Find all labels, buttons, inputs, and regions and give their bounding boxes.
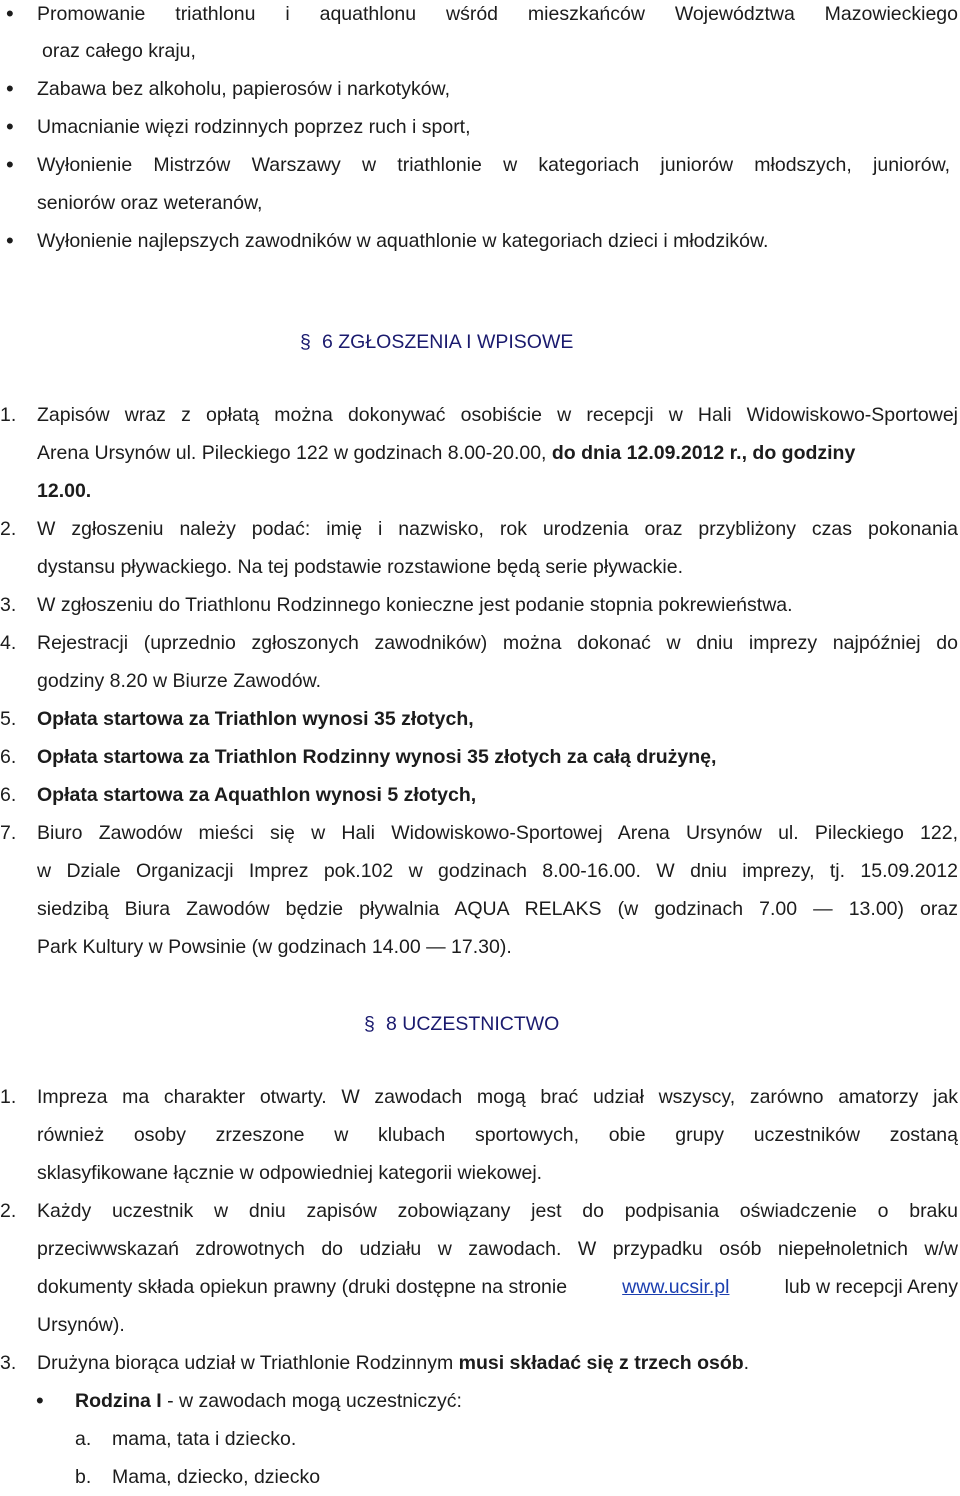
item-text: Park Kultury w Powsinie (w godzinach 14.00 — 17.30). <box>37 936 512 958</box>
numbered-item-line <box>0 1268 960 1306</box>
item-text <box>37 434 960 472</box>
item-text-bold: Opłata startowa za Aquathlon wynosi 5 złotych, <box>37 784 477 806</box>
item-number: 2. <box>0 518 17 540</box>
numbered-item-line <box>0 548 960 586</box>
item-text: W zgłoszeniu do Triathlonu Rodzinnego konieczne jest podanie stopnia pokrewieństwa. <box>37 594 793 616</box>
numbered-item <box>0 738 960 776</box>
item-text-part: Drużyna biorąca udział w Triathlonie Rodzinnym <box>37 1352 454 1374</box>
item-text-part: . <box>743 1352 750 1374</box>
list-item <box>0 146 960 184</box>
bullet-icon: • <box>6 1 14 26</box>
item-number: 2. <box>0 1200 17 1222</box>
list-item-text: Umacnianie więzi rodzinnych poprzez ruch i sport, <box>37 116 471 138</box>
bullet-icon: • <box>6 228 14 253</box>
item-number: 3. <box>0 1352 17 1374</box>
item-letter: b. <box>75 1466 92 1488</box>
item-letter: a. <box>75 1428 92 1450</box>
item-text: godziny 8.20 w Biurze Zawodów. <box>37 670 321 692</box>
item-text <box>37 1344 960 1382</box>
list-item-text: Zabawa bez alkoholu, papierosów i narkotyków, <box>37 78 450 100</box>
bullet-icon: • <box>6 76 14 101</box>
numbered-item <box>0 776 960 814</box>
family-desc: - w zawodach mogą uczestniczyć: <box>161 1390 462 1412</box>
list-item-continuation <box>0 32 960 70</box>
bullet-icon: • <box>6 152 14 177</box>
numbered-item <box>0 1078 960 1116</box>
family-label: Rodzina I <box>75 1390 162 1412</box>
numbered-item-line <box>0 852 960 890</box>
lettered-item <box>0 1458 960 1496</box>
item-text: W zgłoszeniu należy podać: imię i nazwisko, rok urodzenia oraz przybliżony czas pokonania <box>37 518 958 540</box>
bullet-icon: • <box>36 1388 44 1413</box>
item-text: dystansu pływackiego. Na tej podstawie rozstawione będą serie pływackie. <box>37 556 684 578</box>
numbered-item-line <box>0 662 960 700</box>
list-item-text: Promowanie triathlonu i aquathlonu wśród mieszkańców Województwa Mazowieckiego <box>37 3 958 25</box>
item-text: przeciwwskazań zdrowotnych do udziału w zawodach. W przypadku osób niepełnoletnich w/w <box>37 1238 958 1260</box>
item-text: Zapisów wraz z opłatą można dokonywać osobiście w recepcji w Hali Widowiskowo-Sportowej <box>37 404 958 426</box>
numbered-item-line <box>0 434 960 472</box>
item-text: sklasyfikowane łącznie w odpowiedniej kategorii wiekowej. <box>37 1162 543 1184</box>
item-text-bold: Opłata startowa za Triathlon Rodzinny wynosi 35 złotych za całą drużynę, <box>37 746 717 768</box>
list-item-text: seniorów oraz weteranów, <box>37 192 263 214</box>
section-title: 8 UCZESTNICTWO <box>386 1013 560 1035</box>
item-text-part: lub w recepcji Areny <box>784 1276 958 1298</box>
list-item <box>0 70 960 108</box>
numbered-item <box>0 700 960 738</box>
lettered-item <box>0 1420 960 1458</box>
item-text: Rejestracji (uprzednio zgłoszonych zawodników) można dokonać w dniu imprezy najpóźniej do <box>37 632 958 654</box>
list-item <box>0 0 960 33</box>
item-number: 4. <box>0 632 17 654</box>
item-text-part: Arena Ursynów ul. Pileckiego 122 w godzinach 8.00-20.00, <box>37 442 547 464</box>
numbered-item <box>0 1192 960 1230</box>
list-item <box>0 222 960 260</box>
item-text: Każdy uczestnik w dniu zapisów zobowiązany jest do podpisania oświadczenie o braku <box>37 1200 958 1222</box>
item-number: 3. <box>0 594 17 616</box>
numbered-item <box>0 1344 960 1382</box>
section-title: 6 ZGŁOSZENIA I WPISOWE <box>322 331 574 353</box>
list-item <box>0 1382 960 1420</box>
numbered-item <box>0 814 960 852</box>
item-text-bold: do dnia 12.09.2012 r., do godziny <box>551 442 856 464</box>
bullet-icon: • <box>6 114 14 139</box>
ucsir-link[interactable]: www.ucsir.pl <box>622 1276 730 1298</box>
numbered-item <box>0 396 960 434</box>
numbered-item <box>0 624 960 662</box>
section-heading <box>300 322 573 362</box>
item-text: w Dziale Organizacji Imprez pok.102 w godzinach 8.00-16.00. W dniu imprezy, tj. 15.09.2012 <box>37 860 958 882</box>
item-number: 6. <box>0 784 17 806</box>
family-text <box>75 1382 462 1420</box>
section-heading <box>364 1004 559 1044</box>
item-text-part: dokumenty składa opiekun prawny (druki dostępne na stronie <box>37 1276 568 1298</box>
item-text-bold: 12.00. <box>37 480 92 502</box>
numbered-item-line <box>0 472 960 510</box>
item-number: 5. <box>0 708 17 730</box>
numbered-item-line <box>0 890 960 928</box>
item-text: Mama, dziecko, dziecko <box>112 1466 321 1488</box>
section-sign-icon: § <box>364 1013 375 1035</box>
list-item-text: Wyłonienie najlepszych zawodników w aquathlonie w kategoriach dzieci i młodzików. <box>37 230 769 252</box>
item-number: 6. <box>0 746 17 768</box>
item-number: 7. <box>0 822 17 844</box>
item-text: Biuro Zawodów mieści się w Hali Widowiskowo-Sportowej Arena Ursynów ul. Pileckiego 122, <box>37 822 958 844</box>
section-sign-icon: § <box>300 331 311 353</box>
item-text <box>37 1268 958 1306</box>
item-number: 1. <box>0 1086 17 1108</box>
list-item-continuation <box>0 184 960 222</box>
item-text: również osoby zrzeszone w klubach sportowych, obie grupy uczestników zostaną <box>37 1124 958 1146</box>
item-text: Impreza ma charakter otwarty. W zawodach mogą brać udział wszyscy, zarówno amatorzy jak <box>37 1086 958 1108</box>
numbered-item <box>0 586 960 624</box>
numbered-item-line <box>0 1306 960 1344</box>
item-text: mama, tata i dziecko. <box>112 1428 297 1450</box>
numbered-item <box>0 510 960 548</box>
numbered-item-line <box>0 928 960 966</box>
item-number: 1. <box>0 404 17 426</box>
numbered-item-line <box>0 1154 960 1192</box>
item-text: siedzibą Biura Zawodów będzie pływalnia AQUA RELAKS (w godzinach 7.00 — 13.00) oraz <box>37 898 958 920</box>
item-text: Ursynów). <box>37 1314 125 1336</box>
item-text-bold: Opłata startowa za Triathlon wynosi 35 złotych, <box>37 708 474 730</box>
list-item <box>0 108 960 146</box>
numbered-item-line <box>0 1230 960 1268</box>
numbered-item-line <box>0 1116 960 1154</box>
list-item-text: Wyłonienie Mistrzów Warszawy w triathlonie w kategoriach juniorów młodszych, juniorów, <box>37 154 950 176</box>
item-text-bold: musi składać się z trzech osób <box>458 1352 744 1374</box>
list-item-text: oraz całego kraju, <box>42 40 196 62</box>
